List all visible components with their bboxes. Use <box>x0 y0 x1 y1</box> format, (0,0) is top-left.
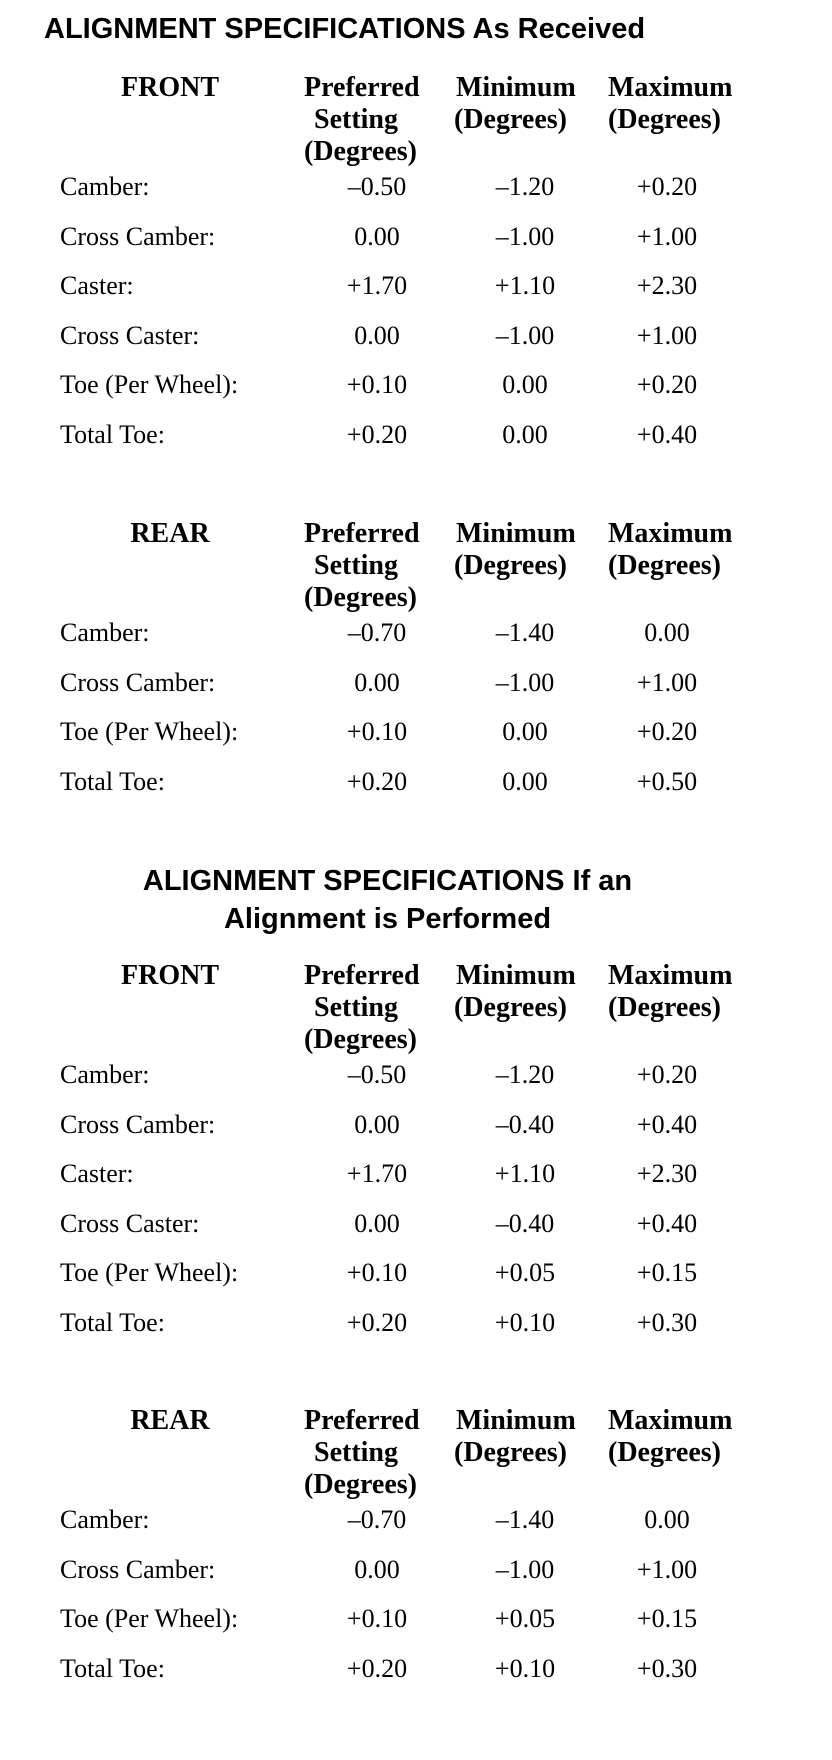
section-header <box>0 960 832 1060</box>
maximum-value: 0.00 <box>644 1505 690 1534</box>
minimum-value: +0.10 <box>494 1307 556 1337</box>
preferred-value: +0.10 <box>346 1604 408 1633</box>
section-header <box>0 72 832 172</box>
table-row <box>0 1258 832 1308</box>
column-header-preferred-line: (Degrees) <box>304 136 417 167</box>
section-label: REAR <box>130 1405 210 1436</box>
table-row <box>0 767 832 817</box>
maximum-value: +0.20 <box>636 717 698 746</box>
heading-if-performed <box>0 862 775 938</box>
section-rear-performed <box>0 1405 832 1703</box>
column-header-minimum-line: (Degrees) <box>454 1437 567 1468</box>
maximum-value: +2.30 <box>636 1159 698 1188</box>
preferred-value: +0.20 <box>346 1307 408 1337</box>
row-label: Total Toe: <box>60 1307 165 1337</box>
column-header-minimum-line: Minimum <box>456 1405 576 1436</box>
column-header-maximum-line: Maximum <box>608 72 733 103</box>
column-header-preferred <box>304 1405 454 1501</box>
maximum-value: +0.20 <box>636 172 698 201</box>
preferred-value: –0.70 <box>347 1505 407 1534</box>
table-row <box>0 1604 832 1654</box>
row-label: Toe (Per Wheel): <box>60 1258 239 1287</box>
minimum-value: –1.20 <box>495 172 555 201</box>
heading-if-performed-line2: Alignment is Performed <box>223 903 552 935</box>
table-row <box>0 668 832 718</box>
heading-as-received: ALIGNMENT SPECIFICATIONS As Received <box>44 13 646 45</box>
minimum-value: –1.00 <box>495 1554 555 1584</box>
section-front-received <box>0 72 832 469</box>
maximum-value: +1.00 <box>636 221 698 251</box>
column-header-preferred-line: Setting <box>314 550 398 581</box>
row-label: Camber: <box>60 618 150 647</box>
column-header-minimum-line: (Degrees) <box>454 550 567 581</box>
row-label: Cross Camber: <box>60 667 216 697</box>
column-header-maximum-line: (Degrees) <box>608 992 721 1023</box>
section-label: FRONT <box>121 72 219 103</box>
preferred-value: +0.20 <box>346 766 408 796</box>
column-header-minimum <box>456 1405 606 1469</box>
maximum-value: +0.30 <box>636 1307 698 1337</box>
row-label: Total Toe: <box>60 766 165 796</box>
preferred-value: +1.70 <box>346 1159 408 1188</box>
maximum-value: +1.00 <box>636 667 698 697</box>
preferred-value: 0.00 <box>354 667 400 697</box>
row-label: Toe (Per Wheel): <box>60 1604 239 1633</box>
maximum-value: +0.20 <box>636 1060 698 1089</box>
minimum-value: +0.10 <box>494 1653 556 1683</box>
column-header-maximum-line: (Degrees) <box>608 104 721 135</box>
column-header-preferred-line: (Degrees) <box>304 582 417 613</box>
preferred-value: +0.10 <box>346 1258 408 1287</box>
row-label: Cross Camber: <box>60 221 216 251</box>
preferred-value: –0.50 <box>347 1060 407 1089</box>
row-label: Caster: <box>60 1159 134 1188</box>
table-row <box>0 172 832 222</box>
column-header-preferred-line: Preferred <box>304 518 420 549</box>
column-header-minimum-line: (Degrees) <box>454 992 567 1023</box>
column-header-preferred-line: Setting <box>314 1437 398 1468</box>
column-header-preferred <box>304 72 454 168</box>
maximum-value: +0.30 <box>636 1653 698 1683</box>
column-header-maximum-line: Maximum <box>608 1405 733 1436</box>
minimum-value: 0.00 <box>502 766 548 796</box>
row-label: Total Toe: <box>60 419 165 449</box>
column-header-minimum-line: Minimum <box>456 72 576 103</box>
maximum-value: +0.40 <box>636 1109 698 1139</box>
section-label: FRONT <box>121 960 219 991</box>
column-header-preferred-line: Preferred <box>304 1405 420 1436</box>
section-label: REAR <box>130 518 210 549</box>
preferred-value: 0.00 <box>354 1554 400 1584</box>
row-label: Cross Camber: <box>60 1109 216 1139</box>
minimum-value: –0.40 <box>495 1208 555 1238</box>
section-rear-received <box>0 518 832 816</box>
column-header-preferred-line: Setting <box>314 992 398 1023</box>
table-row <box>0 370 832 420</box>
minimum-value: –1.00 <box>495 320 555 350</box>
row-label: Camber: <box>60 1060 150 1089</box>
minimum-value: –1.00 <box>495 221 555 251</box>
row-label: Caster: <box>60 271 134 300</box>
column-header-maximum <box>608 72 768 136</box>
maximum-value: +2.30 <box>636 271 698 300</box>
column-header-minimum <box>456 960 606 1024</box>
row-label: Total Toe: <box>60 1653 165 1683</box>
row-label: Toe (Per Wheel): <box>60 717 239 746</box>
maximum-value: +0.50 <box>636 766 698 796</box>
table-row <box>0 618 832 668</box>
maximum-value: +0.40 <box>636 1208 698 1238</box>
preferred-value: 0.00 <box>354 1109 400 1139</box>
row-label: Cross Caster: <box>60 320 200 350</box>
column-header-maximum-line: (Degrees) <box>608 550 721 581</box>
table-row <box>0 1505 832 1555</box>
table-row <box>0 1110 832 1160</box>
preferred-value: –0.70 <box>347 618 407 647</box>
maximum-value: +0.20 <box>636 370 698 399</box>
column-header-preferred-line: (Degrees) <box>304 1024 417 1055</box>
preferred-value: +1.70 <box>346 271 408 300</box>
column-header-preferred-line: (Degrees) <box>304 1469 417 1500</box>
minimum-value: +0.05 <box>494 1604 556 1633</box>
column-header-maximum <box>608 518 768 582</box>
minimum-value: –0.40 <box>495 1109 555 1139</box>
preferred-value: –0.50 <box>347 172 407 201</box>
table-row <box>0 1654 832 1704</box>
table-row <box>0 420 832 470</box>
section-front-performed <box>0 960 832 1357</box>
table-row <box>0 271 832 321</box>
row-label: Camber: <box>60 172 150 201</box>
table-row <box>0 1308 832 1358</box>
maximum-value: 0.00 <box>644 618 690 647</box>
table-row <box>0 1555 832 1605</box>
preferred-value: +0.20 <box>346 419 408 449</box>
minimum-value: 0.00 <box>502 717 548 746</box>
column-header-maximum-line: Maximum <box>608 960 733 991</box>
maximum-value: +1.00 <box>636 320 698 350</box>
minimum-value: +0.05 <box>494 1258 556 1287</box>
maximum-value: +0.15 <box>636 1258 698 1287</box>
minimum-value: –1.20 <box>495 1060 555 1089</box>
maximum-value: +0.40 <box>636 419 698 449</box>
column-header-minimum <box>456 72 606 136</box>
column-header-minimum-line: Minimum <box>456 960 576 991</box>
maximum-value: +0.15 <box>636 1604 698 1633</box>
column-header-minimum-line: (Degrees) <box>454 104 567 135</box>
minimum-value: 0.00 <box>502 370 548 399</box>
table-row <box>0 222 832 272</box>
row-label: Cross Caster: <box>60 1208 200 1238</box>
minimum-value: 0.00 <box>502 419 548 449</box>
preferred-value: 0.00 <box>354 320 400 350</box>
column-header-preferred-line: Setting <box>314 104 398 135</box>
table-row <box>0 1060 832 1110</box>
minimum-value: –1.00 <box>495 667 555 697</box>
row-label: Cross Camber: <box>60 1554 216 1584</box>
column-header-minimum <box>456 518 606 582</box>
column-header-minimum-line: Minimum <box>456 518 576 549</box>
preferred-value: +0.10 <box>346 717 408 746</box>
maximum-value: +1.00 <box>636 1554 698 1584</box>
column-header-preferred-line: Preferred <box>304 72 420 103</box>
column-header-preferred-line: Preferred <box>304 960 420 991</box>
row-label: Toe (Per Wheel): <box>60 370 239 399</box>
heading-if-performed-line1: ALIGNMENT SPECIFICATIONS If an <box>142 865 633 897</box>
minimum-value: –1.40 <box>495 618 555 647</box>
section-header <box>0 1405 832 1505</box>
section-header <box>0 518 832 618</box>
column-header-preferred <box>304 960 454 1056</box>
table-row <box>0 321 832 371</box>
table-row <box>0 1159 832 1209</box>
minimum-value: +1.10 <box>494 1159 556 1188</box>
preferred-value: 0.00 <box>354 1208 400 1238</box>
table-row <box>0 1209 832 1259</box>
preferred-value: +0.10 <box>346 370 408 399</box>
minimum-value: –1.40 <box>495 1505 555 1534</box>
table-row <box>0 717 832 767</box>
minimum-value: +1.10 <box>494 271 556 300</box>
preferred-value: 0.00 <box>354 221 400 251</box>
column-header-maximum <box>608 960 768 1024</box>
column-header-maximum-line: (Degrees) <box>608 1437 721 1468</box>
preferred-value: +0.20 <box>346 1653 408 1683</box>
column-header-maximum <box>608 1405 768 1469</box>
column-header-maximum-line: Maximum <box>608 518 733 549</box>
row-label: Camber: <box>60 1505 150 1534</box>
column-header-preferred <box>304 518 454 614</box>
